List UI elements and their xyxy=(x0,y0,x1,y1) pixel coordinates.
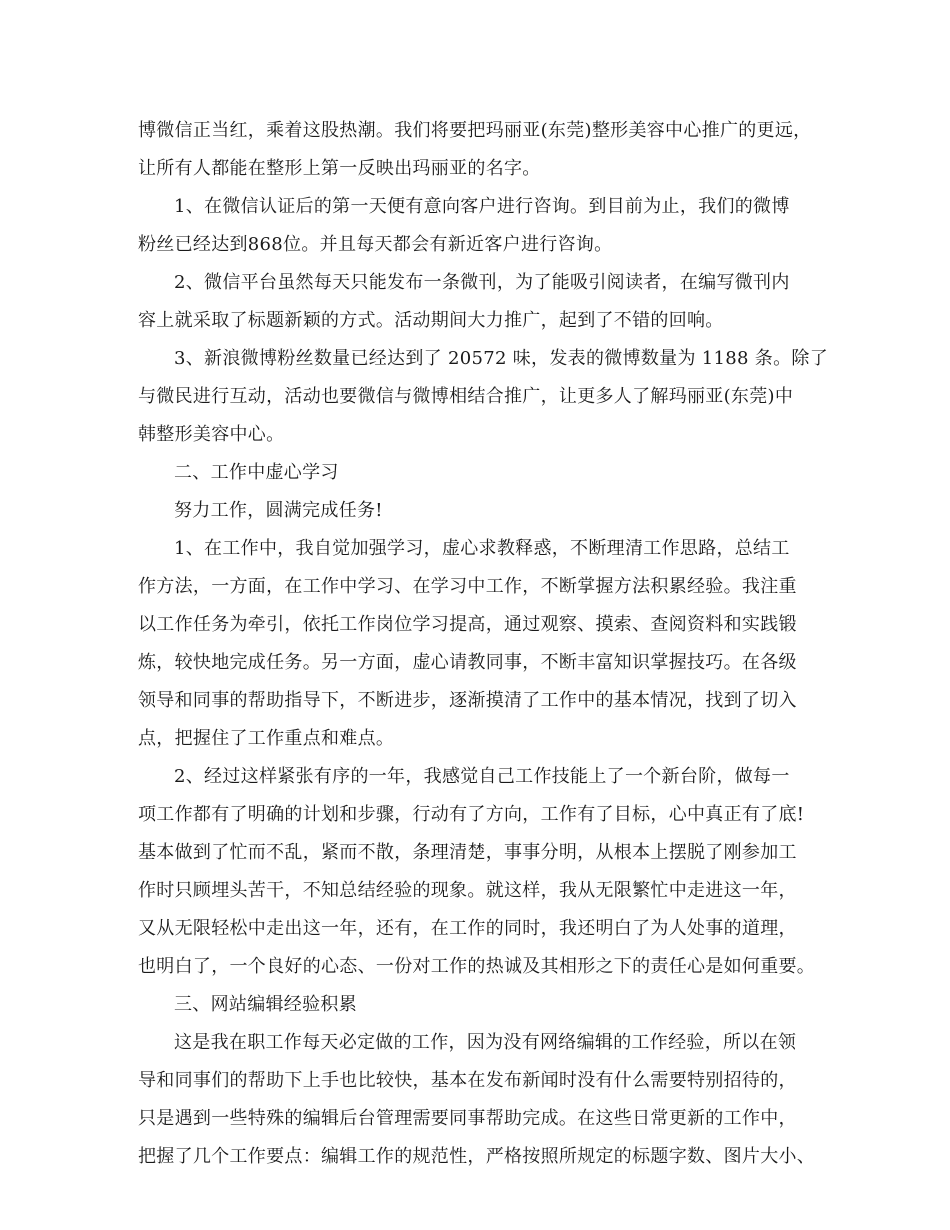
document-body xyxy=(138,112,828,1176)
text-line: 努力工作，圆满完成任务! xyxy=(174,500,383,521)
text-line: 2、经过这样紧张有序的一年，我感觉自己工作技能上了一个新台阶，做每一 xyxy=(174,766,790,787)
text-line: 1、在工作中，我自觉加强学习，虚心求教释惑，不断理清工作思路，总结工 xyxy=(174,538,790,559)
text-line: 作方法，一方面，在工作中学习、在学习中工作，不断掌握方法积累经验。我注重 xyxy=(138,576,797,597)
text-line: 容上就采取了标题新颖的方式。活动期间大力推广，起到了不错的回响。 xyxy=(138,310,724,331)
text-line: 基本做到了忙而不乱，紧而不散，条理清楚，事事分明，从根本上摆脱了刚参加工 xyxy=(138,842,797,863)
text-line: 也明白了，一个良好的心态、一份对工作的热诚及其相形之下的责任心是如何重要。 xyxy=(138,956,816,977)
text-line: 与微民进行互动，活动也要微信与微博相结合推广，让更多人了解玛丽亚(东莞)中 xyxy=(138,386,794,407)
text-line: 又从无限轻松中走出这一年，还有，在工作的同时，我还明白了为人处事的道理， xyxy=(138,918,797,939)
text-line: 粉丝已经达到868位。并且每天都会有新近客户进行咨询。 xyxy=(138,234,613,255)
text-line: 把握了几个工作要点：编辑工作的规范性，严格按照所规定的标题字数、图片大小、 xyxy=(138,1146,816,1167)
text-line: 博微信正当红，乘着这股热潮。我们将要把玛丽亚(东莞)整形美容中心推广的更远， xyxy=(138,120,812,141)
text-line: 以工作任务为牵引，依托工作岗位学习提高，通过观察、摸索、查阅资料和实践锻 xyxy=(138,614,797,635)
text-line: 作时只顾埋头苦干，不知总结经验的现象。就这样，我从无限繁忙中走进这一年， xyxy=(138,880,797,901)
text-line: 项工作都有了明确的计划和步骤，行动有了方向，工作有了目标，心中真正有了底! xyxy=(138,804,805,825)
text-line: 1、在微信认证后的第一天便有意向客户进行咨询。到目前为止，我们的微博 xyxy=(174,196,790,217)
text-line: 只是遇到一些特殊的编辑后台管理需要同事帮助完成。在这些日常更新的工作中， xyxy=(138,1108,797,1129)
text-line: 点，把握住了工作重点和难点。 xyxy=(138,728,395,749)
text-line: 这是我在职工作每天必定做的工作，因为没有网络编辑的工作经验，所以在领 xyxy=(174,1032,797,1053)
text-line: 导和同事们的帮助下上手也比较快，基本在发布新闻时没有什么需要特别招待的， xyxy=(138,1070,797,1091)
text-line: 韩整形美容中心。 xyxy=(138,424,285,445)
text-line: 2、微信平台虽然每天只能发布一条微刊，为了能吸引阅读者，在编写微刊内 xyxy=(174,272,790,293)
text-line: 领导和同事的帮助指导下，不断进步，逐渐摸清了工作中的基本情况，找到了切入 xyxy=(138,690,797,711)
text-line: 三、网站编辑经验积累 xyxy=(174,994,357,1015)
text-line: 炼，较快地完成任务。另一方面，虚心请教同事，不断丰富知识掌握技巧。在各级 xyxy=(138,652,797,673)
text-line: 二、工作中虚心学习 xyxy=(174,462,339,483)
text-line: 3、新浪微博粉丝数量已经达到了 20572 味，发表的微博数量为 1188 条。除了 xyxy=(174,348,829,369)
text-line: 让所有人都能在整形上第一反映出玛丽亚的名字。 xyxy=(138,158,541,179)
